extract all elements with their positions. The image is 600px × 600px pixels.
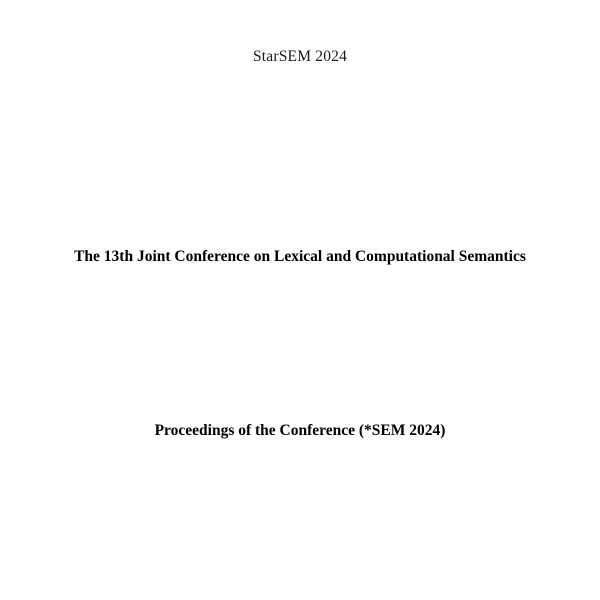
proceedings-subtitle: Proceedings of the Conference (*SEM 2024) (154, 422, 446, 439)
page-title: The 13th Joint Conference on Lexical and Computational Semantics (74, 248, 526, 265)
conference-header: StarSEM 2024 (252, 48, 348, 65)
